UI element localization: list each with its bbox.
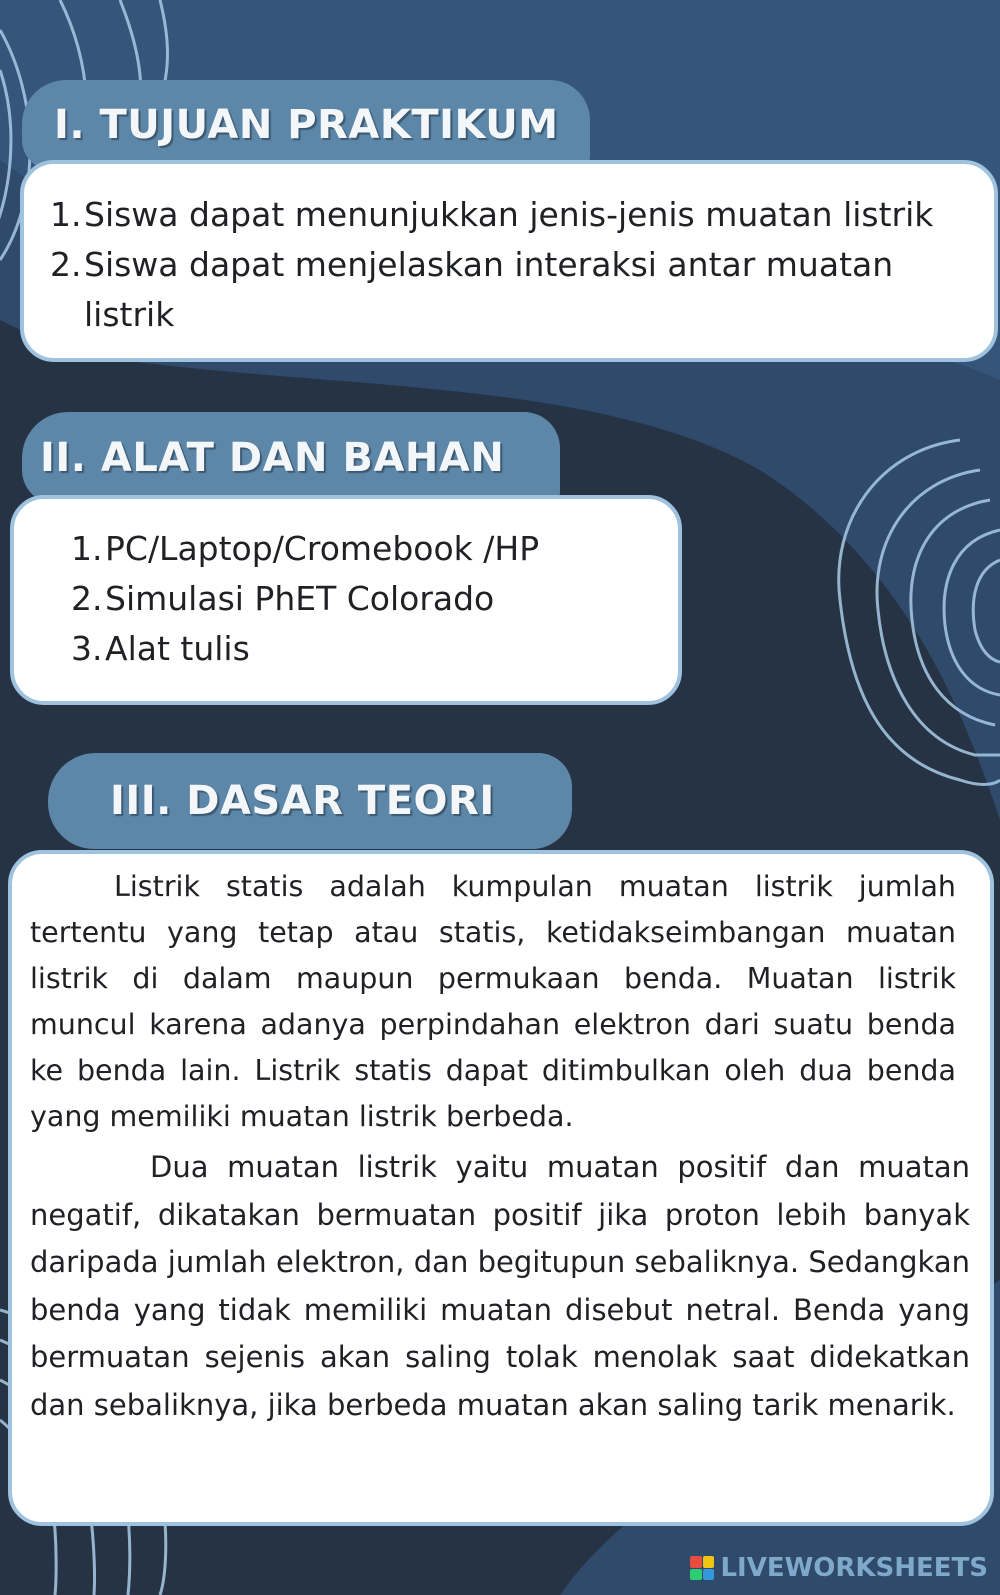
objectives-list bbox=[50, 190, 966, 340]
list-number: 2. bbox=[50, 245, 82, 284]
list-item bbox=[71, 624, 658, 674]
list-text: Alat tulis bbox=[105, 629, 250, 668]
list-item bbox=[50, 240, 966, 340]
list-text: Siswa dapat menunjukkan jenis-jenis muatan listrik bbox=[84, 195, 934, 234]
section-2-title bbox=[22, 412, 560, 504]
list-text: PC/Laptop/Cromebook /HP bbox=[105, 529, 540, 568]
section-2-card bbox=[10, 495, 682, 705]
section-2-title-text: II. ALAT DAN BAHAN bbox=[40, 435, 505, 481]
list-number: 1. bbox=[71, 529, 103, 568]
list-text: Simulasi PhET Colorado bbox=[105, 579, 495, 618]
section-3-card bbox=[8, 850, 994, 1526]
section-1-title bbox=[22, 80, 590, 170]
theory-paragraph-2: Dua muatan listrik yaitu muatan positif dan muatan negatif, dikatakan bermuatan positif jika proton lebih banyak daripada jumlah elektron, dan begitupun sebaliknya. Sedangkan benda yang tidak memiliki muatan disebut netral. Benda yang bermuatan sejenis akan saling tolak menolak saat didekatkan dan sebaliknya, jika berbeda muatan akan saling tarik menarik. bbox=[30, 1150, 970, 1422]
section-3-title-text: III. DASAR TEORI bbox=[110, 778, 495, 824]
list-number: 2. bbox=[71, 579, 103, 618]
theory-paragraph-1: Listrik statis adalah kumpulan muatan listrik jumlah tertentu yang tetap atau statis, ketidakseimbangan muatan listrik di dalam maupun permukaan benda. Muatan listrik muncul karena adanya perpindahan elektron dari suatu benda ke benda lain. Listrik statis dapat ditimbulkan oleh dua benda yang memiliki muatan listrik berbeda. bbox=[30, 870, 956, 1133]
list-number: 1. bbox=[50, 195, 82, 234]
liveworksheets-logo-icon bbox=[690, 1556, 714, 1580]
section-1-card bbox=[20, 160, 998, 362]
brand-text: LIVEWORKSHEETS bbox=[720, 1553, 988, 1583]
list-number: 3. bbox=[71, 629, 103, 668]
section-1-title-text: I. TUJUAN PRAKTIKUM bbox=[54, 102, 559, 148]
list-item bbox=[71, 524, 658, 574]
list-item bbox=[50, 190, 966, 240]
tools-list bbox=[71, 524, 658, 674]
list-item bbox=[71, 574, 658, 624]
section-3-title bbox=[48, 753, 572, 849]
list-text: Siswa dapat menjelaskan interaksi antar muatan listrik bbox=[84, 245, 894, 334]
liveworksheets-watermark bbox=[690, 1553, 988, 1583]
